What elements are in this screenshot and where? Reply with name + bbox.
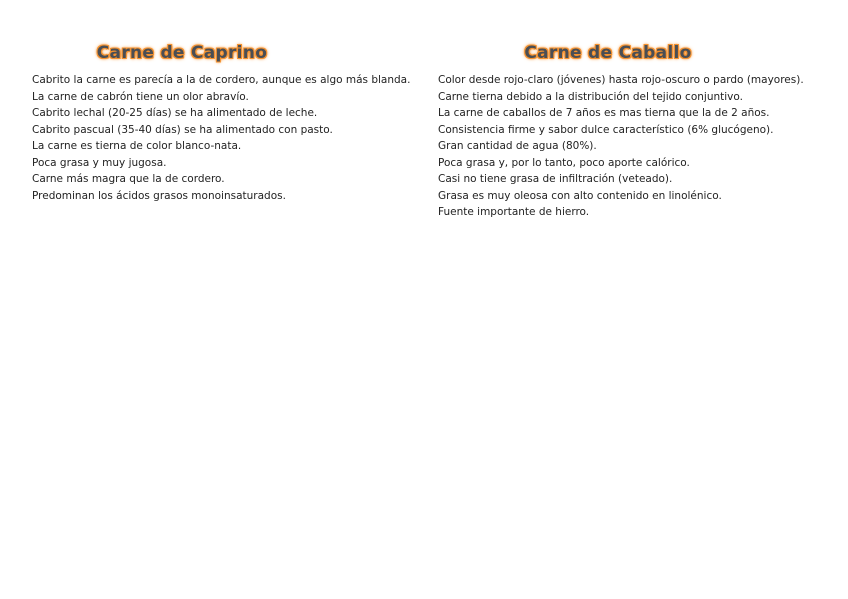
caballo-line: Casi no tiene grasa de infiltración (veteado). (438, 173, 673, 185)
caprino-line: Predominan los ácidos grasos monoinsaturados. (32, 189, 286, 202)
caprino-title: Carne de Caprino (96, 43, 268, 63)
caballo-section (438, 40, 838, 221)
caballo-list (438, 72, 838, 221)
caballo-line: Fuente importante de hierro. (438, 206, 590, 218)
caballo-line: Grasa es muy oleosa con alto contenido en linolénico. (438, 189, 722, 202)
caballo-title: Carne de Caballo (524, 43, 692, 63)
caprino-line: Poca grasa y muy jugosa. (32, 156, 167, 169)
caprino-line: La carne es tierna de color blanco-nata. (32, 140, 242, 152)
caprino-line: Cabrito pascual (35-40 días) se ha alimentado con pasto. (32, 123, 333, 136)
caballo-line: Poca grasa y, por lo tanto, poco aporte calórico. (438, 156, 690, 169)
caprino-list (32, 72, 432, 204)
caballo-line: Carne tierna debido a la distribución del tejido conjuntivo. (438, 90, 743, 103)
caprino-line: La carne de cabrón tiene un olor abravío. (32, 90, 249, 103)
caprino-line: Cabrito la carne es parecía a la de cordero, aunque es algo más blanda. (32, 74, 411, 86)
caballo-line: Color desde rojo-claro (jóvenes) hasta rojo-oscuro o pardo (mayores). (438, 74, 804, 86)
caprino-line: Cabrito lechal (20-25 días) se ha alimentado de leche. (32, 107, 318, 119)
caballo-line: La carne de caballos de 7 años es mas tierna que la de 2 años. (438, 107, 770, 119)
caprino-section (32, 40, 432, 204)
caballo-line: Gran cantidad de agua (80%). (438, 140, 597, 152)
caprino-line: Carne más magra que la de cordero. (32, 173, 225, 185)
caballo-line: Consistencia firme y sabor dulce característico (6% glucógeno). (438, 123, 774, 136)
